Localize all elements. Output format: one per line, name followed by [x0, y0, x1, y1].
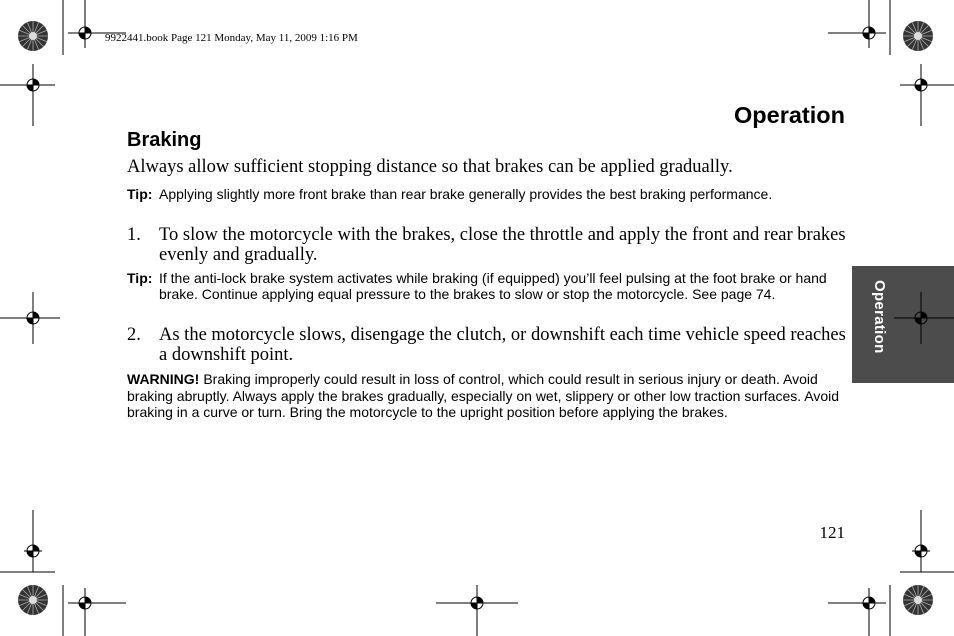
registration-mark — [912, 542, 930, 560]
step-text: As the motorcycle slows, disengage the clutch, or downshift each time vehicle speed reaches a downshift point. — [159, 325, 846, 365]
starburst-mark — [903, 585, 933, 615]
tip-note — [127, 270, 847, 302]
step-text: To slow the motorcycle with the brakes, close the throttle and apply the front and rear brakes evenly and gradually. — [159, 225, 846, 265]
tip-text: Applying slightly more front brake than rear brake generally provides the best braking performance. — [159, 186, 773, 202]
tip-text: If the anti-lock brake system activates while braking (if equipped) you’ll feel pulsing at the foot brake or hand brake. Continue applying equal pressure to the brakes to slow or stop the motorcycle. See page 74. — [159, 270, 827, 302]
step-item — [127, 325, 847, 365]
tip-note — [127, 186, 847, 202]
side-tab-label: Operation — [871, 280, 888, 354]
section-heading: Braking — [127, 129, 202, 151]
warning-text: Braking improperly could result in loss of control, which could result in serious injury or death. Avoid braking abruptly. Always apply the brakes gradually, especially on wet, slippery or other low traction surfaces. Avoid braking in a curve or turn. Bring the motorcycle to the upright position before applying the brakes. — [127, 371, 840, 420]
chapter-side-tab — [852, 266, 954, 383]
chapter-title: Operation — [734, 102, 845, 128]
starburst-mark — [903, 21, 933, 51]
tip-label: Tip: — [127, 186, 153, 202]
registration-mark — [24, 309, 42, 327]
starburst-mark — [18, 585, 48, 615]
registration-mark — [860, 594, 878, 612]
warning-block — [127, 371, 843, 421]
registration-mark — [468, 594, 486, 612]
print-header: 9922441.book Page 121 Monday, May 11, 2009 1:16 PM — [105, 32, 358, 44]
warning-label: WARNING! — [127, 371, 200, 387]
registration-mark — [24, 76, 42, 94]
starburst-mark — [18, 21, 48, 51]
registration-mark — [912, 76, 930, 94]
registration-mark — [76, 594, 94, 612]
page-number: 121 — [819, 523, 845, 542]
step-number: 1. — [127, 225, 141, 245]
step-number: 2. — [127, 325, 141, 345]
intro-paragraph: Always allow sufficient stopping distance so that brakes can be applied gradually. — [127, 157, 733, 177]
registration-mark — [860, 24, 878, 42]
tip-label: Tip: — [127, 270, 153, 286]
registration-mark — [24, 542, 42, 560]
registration-mark — [76, 24, 94, 42]
step-item — [127, 225, 847, 265]
